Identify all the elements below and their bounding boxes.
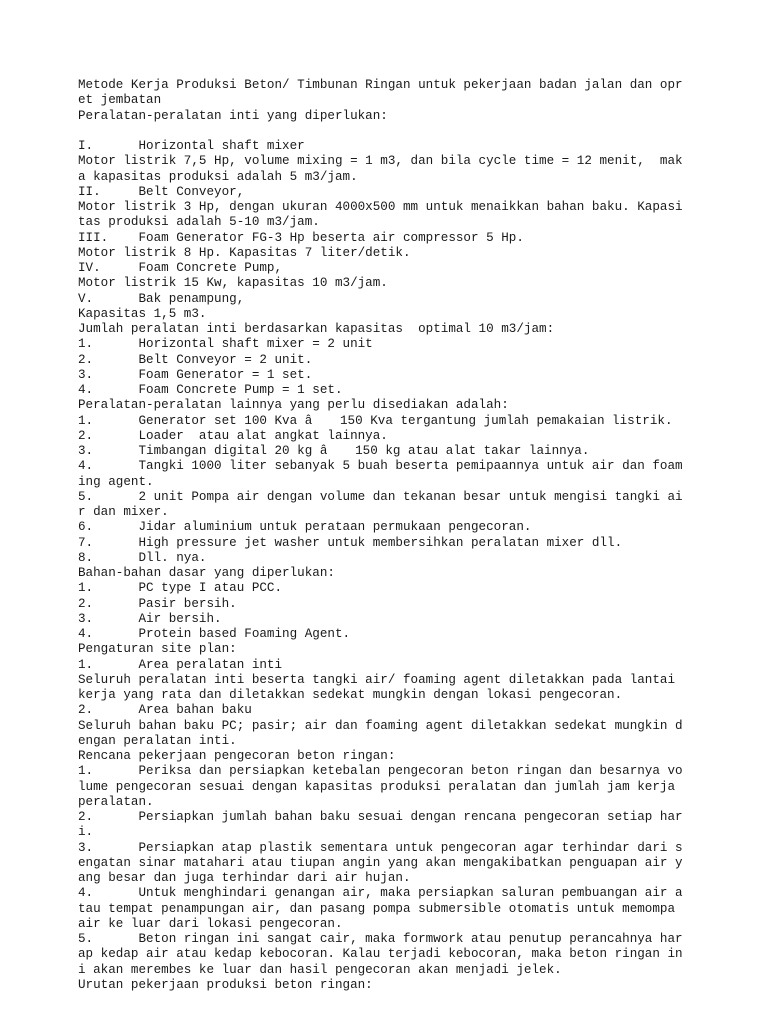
- text-line: 3. Timbangan digital 20 kg â 150 kg atau alat takar lainnya.: [78, 444, 590, 458]
- text-line: 2. Pasir bersih.: [78, 596, 237, 611]
- text-line: tau tempat penampungan air, dan pasang pompa submersible otomatis untuk memompa: [78, 901, 676, 916]
- text-line: Bahan-bahan dasar yang diperlukan:: [78, 566, 335, 580]
- text-line: i akan merembes ke luar dan hasil pengecoran akan menjadi jelek.: [78, 962, 562, 977]
- text-line: et jembatan: [78, 93, 162, 108]
- text-line: 6. Jidar aluminium untuk perataan permukaan pengecoran.: [78, 520, 532, 535]
- text-line: Motor listrik 7,5 Hp, volume mixing = 1 m3, dan bila cycle time = 12 menit, mak: [78, 154, 683, 169]
- text-line: tas produksi adalah 5-10 m3/jam.: [78, 215, 320, 230]
- text-line: ang besar dan juga terhindar dari air hujan.: [78, 871, 411, 885]
- text-line: kerja yang rata dan diletakkan sedekat mungkin dengan lokasi pengecoran.: [78, 688, 623, 702]
- text-line: 7. High pressure jet washer untuk membersihkan peralatan mixer dll.: [78, 535, 623, 550]
- text-line: 2. Loader atau alat angkat lainnya.: [78, 428, 388, 443]
- text-line: air ke luar dari lokasi pengecoran.: [78, 916, 343, 931]
- text-line: Peralatan-peralatan inti yang diperlukan:: [78, 108, 388, 123]
- text-line: Seluruh bahan baku PC; pasir; air dan foaming agent diletakkan sedekat mungkin d: [78, 718, 683, 733]
- text-line: 4. Tangki 1000 liter sebanyak 5 buah beserta pemipaannya untuk air dan foam: [78, 459, 683, 474]
- text-line: 5. Beton ringan ini sangat cair, maka formwork atau penutup perancahnya har: [78, 932, 683, 946]
- text-line: 1. Periksa dan persiapkan ketebalan pengecoran beton ringan dan besarnya vo: [78, 764, 683, 779]
- text-line: 3. Persiapkan atap plastik sementara untuk pengecoran agar terhindar dari s: [78, 840, 683, 855]
- text-line: peralatan.: [78, 794, 154, 809]
- text-line: I. Horizontal shaft mixer: [78, 139, 305, 153]
- text-line: 1. Horizontal shaft mixer = 2 unit: [78, 337, 373, 352]
- text-line: Jumlah peralatan inti berdasarkan kapasitas optimal 10 m3/jam:: [78, 322, 555, 336]
- text-line: Urutan pekerjaan produksi beton ringan:: [78, 977, 373, 992]
- text-line: 2. Persiapkan jumlah bahan baku sesuai dengan rencana pengecoran setiap har: [78, 810, 683, 824]
- text-line: IV. Foam Concrete Pump,: [78, 261, 283, 275]
- text-line: 2. Belt Conveyor = 2 unit.: [78, 352, 313, 367]
- text-line: 1. PC type I atau PCC.: [78, 581, 283, 596]
- text-line: i.: [78, 825, 94, 840]
- text-line: Motor listrik 15 Kw, kapasitas 10 m3/jam.: [78, 276, 388, 291]
- text-line: 3. Foam Generator = 1 set.: [78, 367, 313, 382]
- text-line: 1. Generator set 100 Kva â 150 Kva tergantung jumlah pemakaian listrik.: [78, 413, 673, 428]
- text-line: V. Bak penampung,: [78, 291, 245, 306]
- text-line: 4. Foam Concrete Pump = 1 set.: [78, 383, 343, 397]
- document-body: [78, 78, 758, 993]
- text-line: engatan sinar matahari atau tiupan angin yang akan mengakibatkan penguapan air y: [78, 855, 683, 870]
- text-line: 1. Area peralatan inti: [78, 657, 283, 672]
- text-line: r dan mixer.: [78, 505, 169, 519]
- text-line: 5. 2 unit Pompa air dengan volume dan tekanan besar untuk mengisi tangki ai: [78, 489, 683, 504]
- text-line: Peralatan-peralatan lainnya yang perlu disediakan adalah:: [78, 398, 509, 413]
- text-line: a kapasitas produksi adalah 5 m3/jam.: [78, 169, 358, 184]
- text-line: 3. Air bersih.: [78, 611, 222, 626]
- text-line: Rencana pekerjaan pengecoran beton ringan:: [78, 749, 396, 763]
- text-line: II. Belt Conveyor,: [78, 184, 245, 199]
- text-line: Seluruh peralatan inti beserta tangki air/ foaming agent diletakkan pada lantai: [78, 672, 676, 687]
- text-line: III. Foam Generator FG-3 Hp beserta air compressor 5 Hp.: [78, 230, 524, 245]
- text-line: Pengaturan site plan:: [78, 642, 237, 657]
- text-line: 4. Untuk menghindari genangan air, maka persiapkan saluran pembuangan air a: [78, 886, 683, 901]
- text-line: Metode Kerja Produksi Beton/ Timbunan Ringan untuk pekerjaan badan jalan dan opr: [78, 78, 683, 92]
- text-line: engan peralatan inti.: [78, 733, 237, 748]
- text-line: Motor listrik 3 Hp, dengan ukuran 4000x500 mm untuk menaikkan bahan baku. Kapasi: [78, 200, 683, 214]
- text-line: [78, 124, 758, 139]
- text-line: ing agent.: [78, 474, 154, 489]
- text-line: lume pengecoran sesuai dengan kapasitas produksi peralatan dan jumlah jam kerja: [78, 779, 676, 794]
- text-line: Kapasitas 1,5 m3.: [78, 306, 207, 321]
- text-line: Motor listrik 8 Hp. Kapasitas 7 liter/detik.: [78, 245, 411, 260]
- text-line: 2. Area bahan baku: [78, 703, 252, 718]
- text-line: 8. Dll. nya.: [78, 550, 207, 565]
- text-line: ap kedap air atau kedap kebocoran. Kalau terjadi kebocoran, maka beton ringan in: [78, 947, 683, 962]
- text-line: 4. Protein based Foaming Agent.: [78, 627, 351, 641]
